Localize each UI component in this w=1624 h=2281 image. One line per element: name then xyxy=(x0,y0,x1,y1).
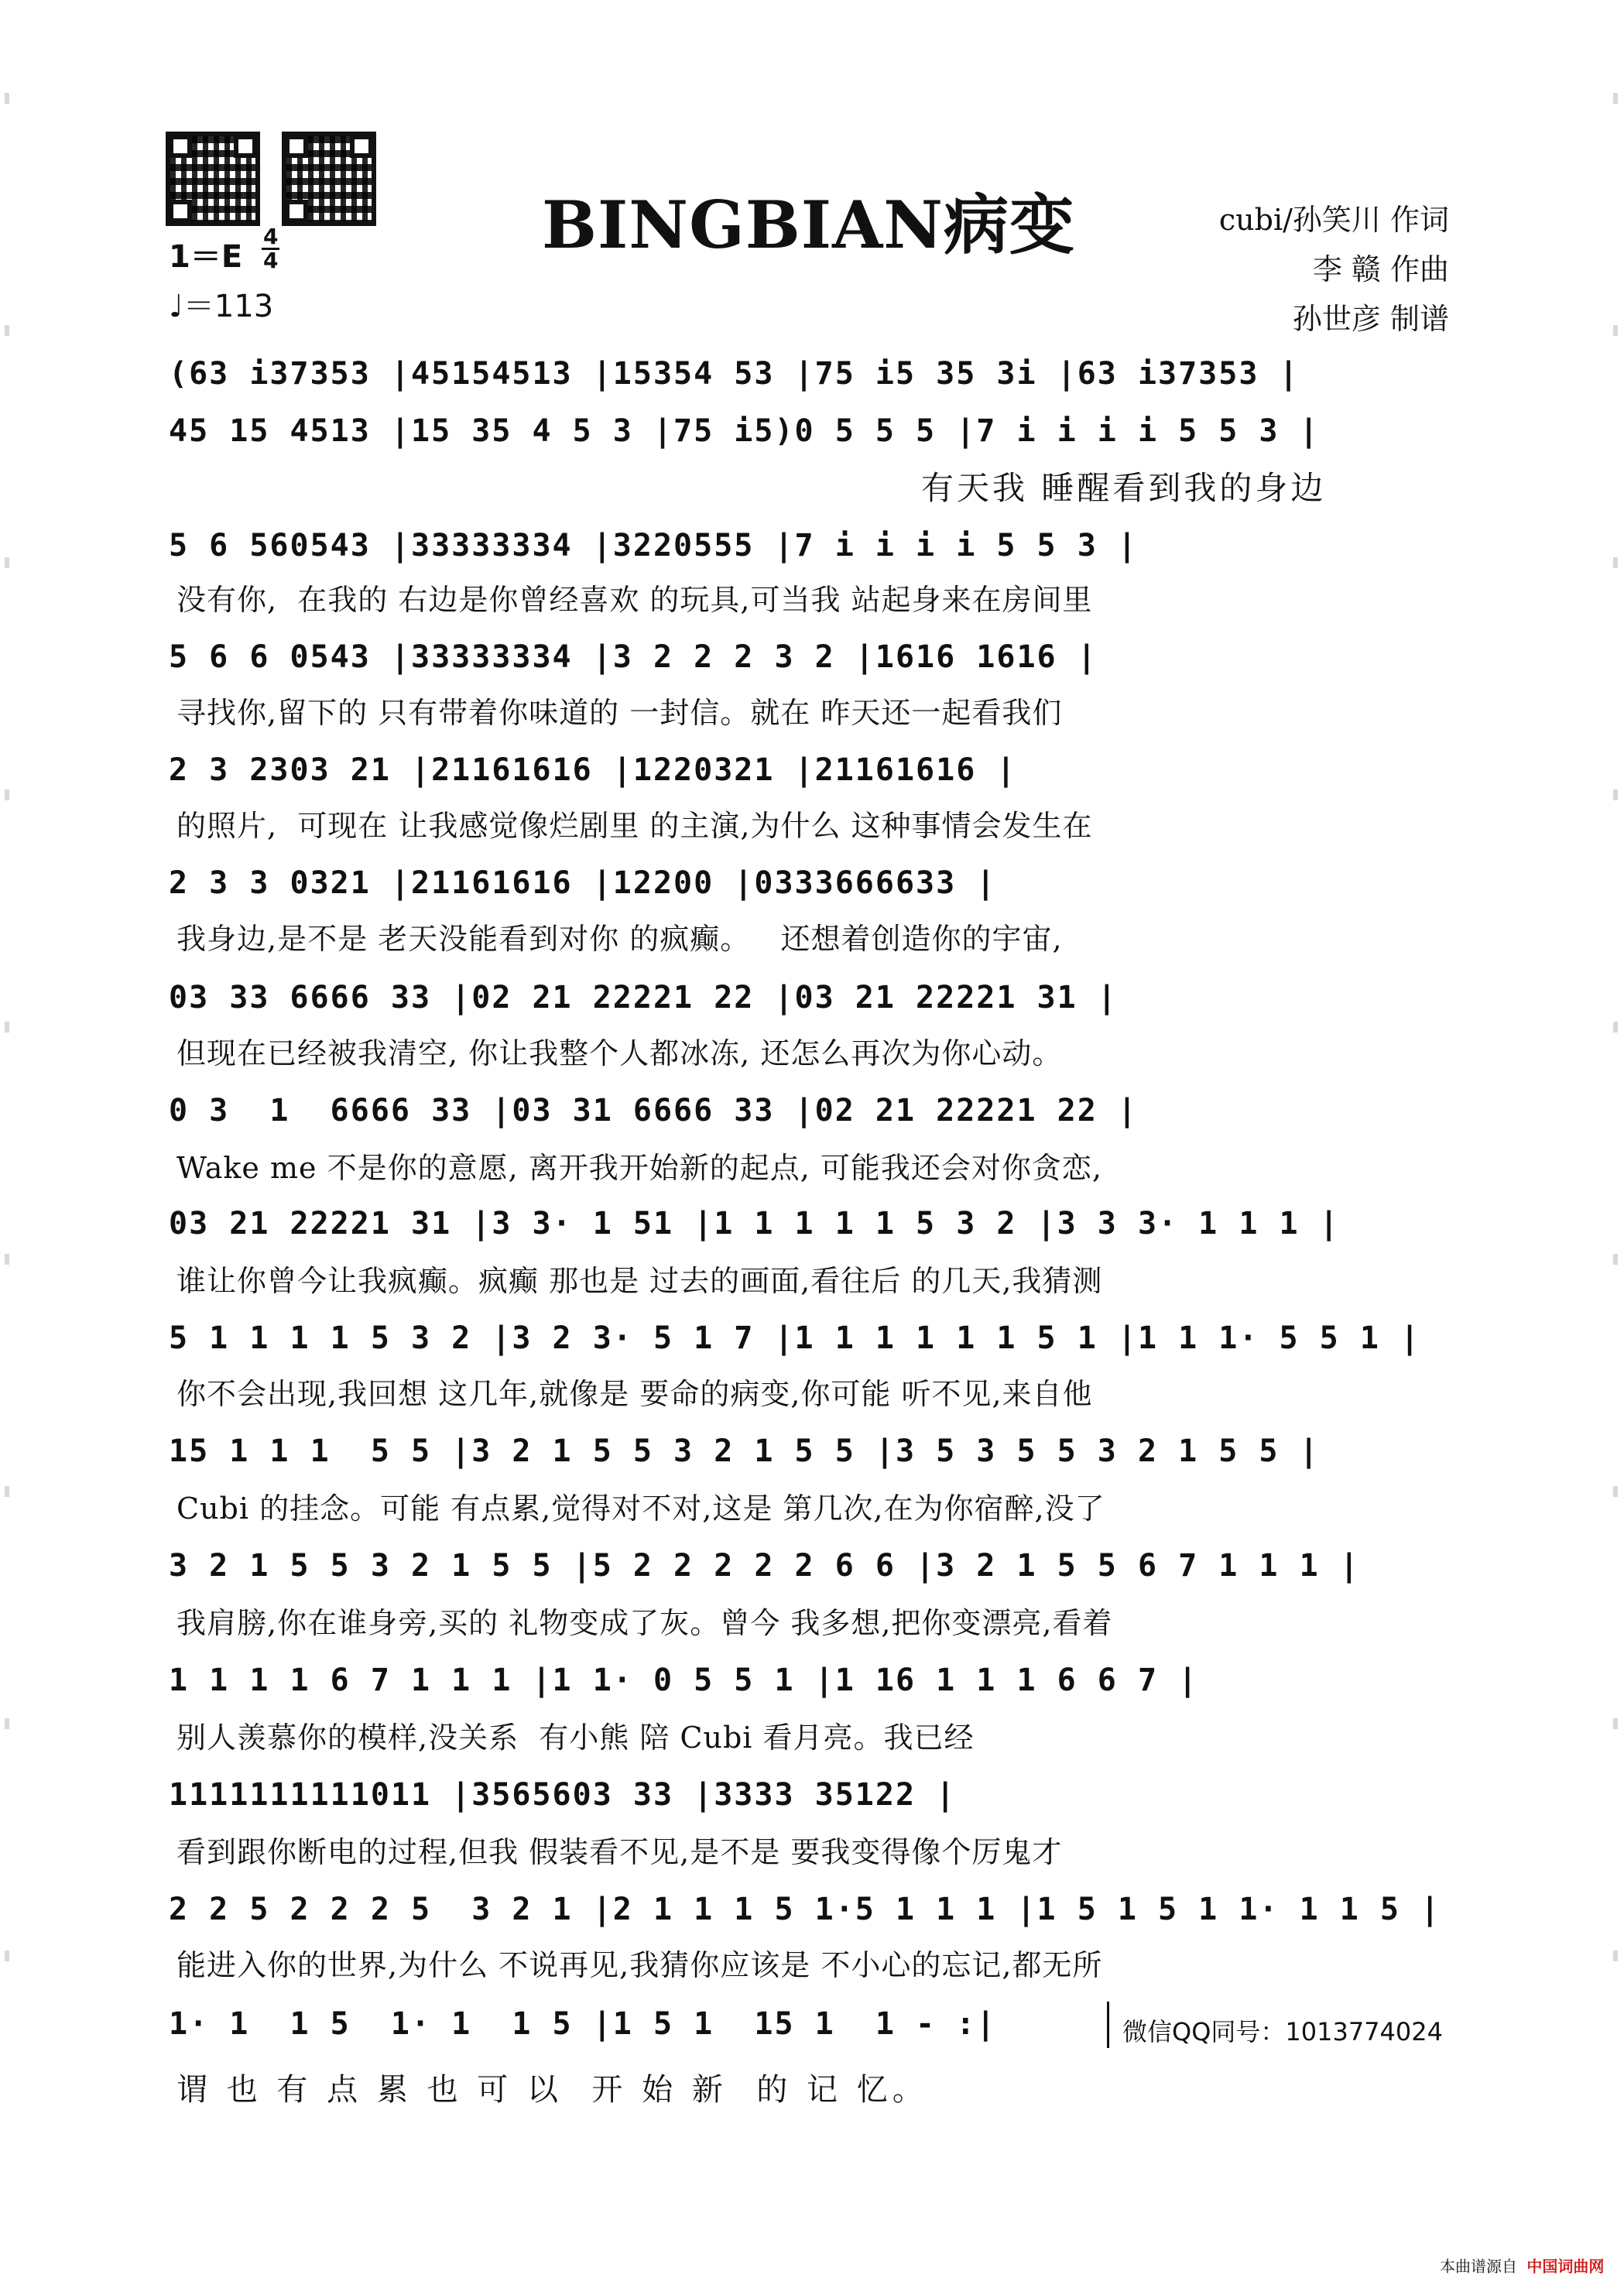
notation-row: 1111111111011 |3565603 33 |3333 35122 | xyxy=(169,1777,957,1813)
notation-row: 2 2 5 2 2 2 5 3 2 1 |2 1 1 1 5 1·5 1 1 1 |1 5 1 5 1 1· 1 1 5 | xyxy=(169,1892,1441,1927)
lyric-row: 我身边,是不是 老天没能看到对你 的疯癫。 还想着创造你的宇宙, xyxy=(176,922,1063,956)
qr-code-left xyxy=(166,132,260,226)
key-signature: 1＝E xyxy=(169,239,243,275)
tempo-marking: ♩＝113 xyxy=(169,289,274,324)
time-signature-bottom: 4 xyxy=(263,248,279,273)
lyric-row: 寻找你,留下的 只有带着你味道的 一封信。就在 昨天还一起看我们 xyxy=(176,696,1063,730)
footer-site-link[interactable]: 中国词曲网 xyxy=(1526,2257,1605,2276)
lyric-row: 没有你, 在我的 右边是你曾经喜欢 的玩具,可当我 站起身来在房间里 xyxy=(176,583,1093,617)
lyric-row: 的照片, 可现在 让我感觉像烂剧里 的主演,为什么 这种事情会发生在 xyxy=(176,809,1093,843)
lyric-row: Cubi 的挂念。可能 有点累,觉得对不对,这是 第几次,在为你宿醉,没了 xyxy=(176,1492,1105,1526)
lyric-row: 别人羡慕你的模样,没关系 有小熊 陪 Cubi 看月亮。我已经 xyxy=(176,1721,975,1755)
page-title: BINGBIAN病变 xyxy=(542,187,1076,263)
lyric-row: Wake me 不是你的意愿, 离开我开始新的起点, 可能我还会对你贪恋, xyxy=(176,1151,1103,1185)
lyric-row: 能进入你的世界,为什么 不说再见,我猜你应该是 不小心的忘记,都无所 xyxy=(176,1948,1103,1982)
notation-row: 03 33 6666 33 |02 21 22221 22 |03 21 22221 31 | xyxy=(169,980,1118,1015)
notation-row: 03 21 22221 31 |3 3· 1 51 |1 1 1 1 1 5 3 2 |3 3 3· 1 1 1 | xyxy=(169,1206,1340,1242)
footer-source xyxy=(1440,2254,1604,2276)
notation-row: (63 i37353 |45154513 |15354 53 |75 i5 35 3i |63 i37353 | xyxy=(169,356,1300,392)
lyric-row: 我肩膀,你在谁身旁,买的 礼物变成了灰。曾今 我多想,把你变漂亮,看着 xyxy=(176,1606,1113,1640)
notation-row: 1 1 1 1 6 7 1 1 1 |1 1· 0 5 5 1 |1 16 1 1 1 6 6 7 | xyxy=(169,1663,1199,1698)
notation-row: 45 15 4513 |15 35 4 5 3 |75 i5)0 5 5 5 |7 i i i i 5 5 3 | xyxy=(169,413,1320,449)
time-signature-top: 4 xyxy=(263,224,279,249)
credit-lyricist: cubi/孙笑川 作词 xyxy=(1218,203,1449,237)
lyric-row: 但现在已经被我清空, 你让我整个人都冰冻, 还怎么再次为你心动。 xyxy=(176,1036,1063,1070)
notation-row: 15 1 1 1 5 5 |3 2 1 5 5 3 2 1 5 5 |3 5 3 5 5 3 2 1 5 5 | xyxy=(169,1433,1320,1469)
notation-row: 5 6 6 0543 |33333334 |3 2 2 2 3 2 |1616 1616 | xyxy=(169,639,1098,675)
notation-row: 0 3 1 6666 33 |03 31 6666 33 |02 21 22221 22 | xyxy=(169,1093,1138,1129)
final-barline xyxy=(1107,2002,1109,2048)
credits-block xyxy=(1130,195,1449,344)
credit-composer: 李 赣 作曲 xyxy=(1312,252,1449,286)
lyric-row: 有天我 睡醒看到我的身边 xyxy=(921,469,1327,507)
notation-row: 2 3 3 0321 |21161616 |12200 |0333666633 | xyxy=(169,865,997,901)
notation-row: 2 3 2303 21 |21161616 |1220321 |21161616 | xyxy=(169,752,1017,788)
notation-row: 5 1 1 1 1 5 3 2 |3 2 3· 5 1 7 |1 1 1 1 1 1 5 1 |1 1 1· 5 5 1 | xyxy=(169,1320,1421,1356)
contact-note: 微信QQ同号：1013774024 xyxy=(1122,2017,1443,2046)
credit-arranger: 孙世彦 制谱 xyxy=(1292,302,1449,336)
footer-source-label: 本曲谱源自 xyxy=(1440,2257,1517,2276)
lyric-row: 谓 也 有 点 累 也 可 以 开 始 新 的 记 忆。 xyxy=(176,2072,928,2108)
qr-code-right xyxy=(282,132,376,226)
lyric-row: 谁让你曾今让我疯癫。疯癫 那也是 过去的画面,看往后 的几天,我猜测 xyxy=(176,1264,1103,1298)
notation-row: 3 2 1 5 5 3 2 1 5 5 |5 2 2 2 2 2 6 6 |3 2 1 5 5 6 7 1 1 1 | xyxy=(169,1548,1360,1584)
lyric-row: 看到跟你断电的过程,但我 假装看不见,是不是 要我变得像个厉鬼才 xyxy=(176,1835,1063,1869)
time-signature xyxy=(262,226,279,272)
lyric-row: 你不会出现,我回想 这几年,就像是 要命的病变,你可能 听不见,来自他 xyxy=(176,1377,1093,1411)
notation-row: 1· 1 1 5 1· 1 1 5 |1 5 1 15 1 1 - :| xyxy=(169,2006,997,2042)
notation-row: 5 6 560543 |33333334 |3220555 |7 i i i i 5 5 3 | xyxy=(169,528,1138,563)
